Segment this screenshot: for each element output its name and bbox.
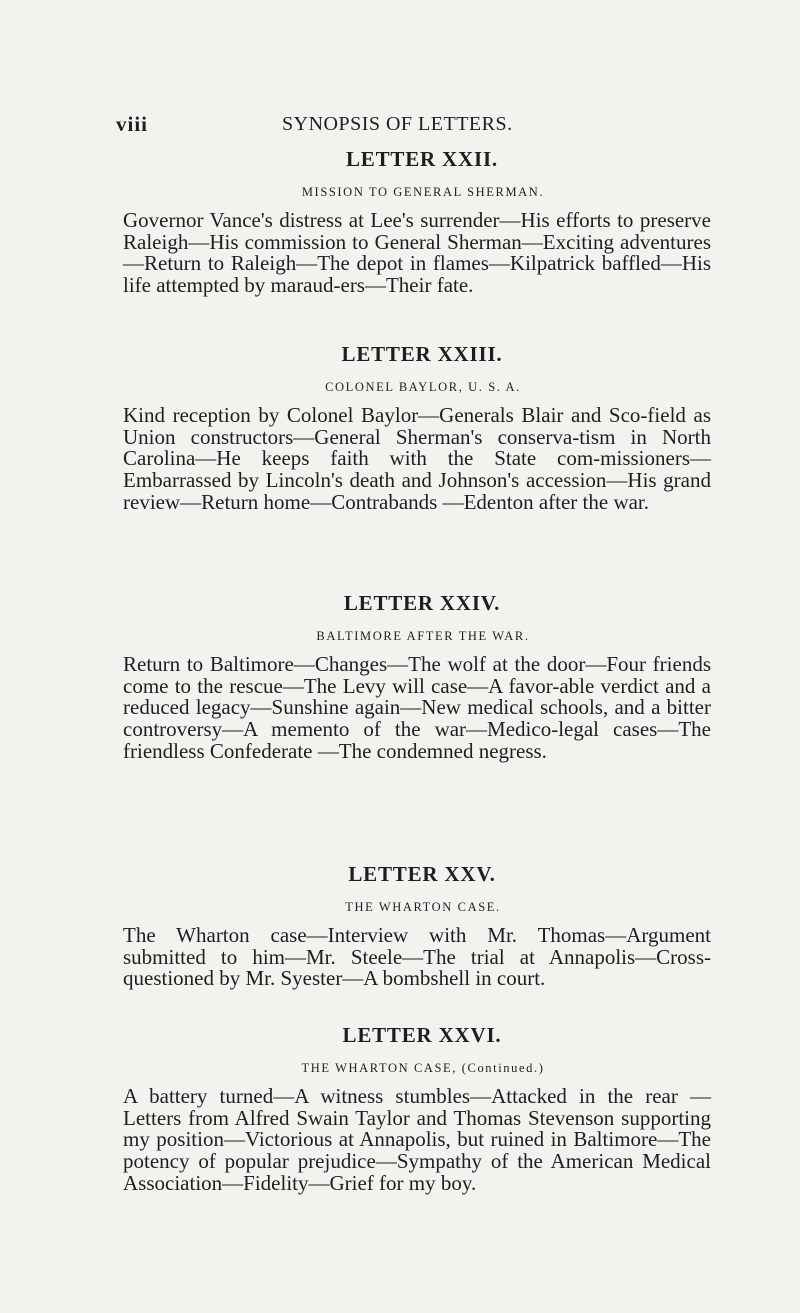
letter-title: LETTER XXV. [348,862,496,886]
letter-section [123,1022,711,1195]
letter-section [123,861,711,990]
letter-subtitle: COLONEL BAYLOR, U. S. A. [325,380,521,394]
letter-title: LETTER XXVI. [342,1023,502,1047]
letter-subtitle: BALTIMORE AFTER THE WAR. [316,629,530,643]
letter-title: LETTER XXIV. [343,591,501,615]
letter-synopsis: Return to Baltimore—Changes—The wolf at the door—Four friends come to the rescue—The Levy will case—A favor-able verdict and a reduced legacy—Sunshine again—New medical schools, and a bitter controversy—A memento of the war—Medico-legal cases—The friendless Confederate —The condemned negress. [123,652,711,763]
letter-section [123,146,711,297]
letter-subtitle: THE WHARTON CASE, (Continued.) [301,1061,545,1075]
running-head [116,112,716,142]
letter-section [123,341,711,514]
letter-title: LETTER XXIII. [341,342,503,366]
page-number: viii [116,112,149,136]
letter-synopsis: The Wharton case—Interview with Mr. Thomas—Argument submitted to him—Mr. Steele—The trial at Annapolis—Cross-questioned by Mr. Syester—A bombshell in court. [123,923,711,991]
letter-synopsis: Governor Vance's distress at Lee's surrender—His efforts to preserve Raleigh—His commission to General Sherman—Exciting adventures—Return to Raleigh—The depot in flames—Kilpatrick baffled—His life attempted by maraud-ers—Their fate. [123,208,711,298]
letter-title: LETTER XXII. [346,147,498,171]
running-title: SYNOPSIS OF LETTERS. [282,113,513,135]
letter-synopsis: A battery turned—A witness stumbles—Attacked in the rear —Letters from Alfred Swain Taylor and Thomas Stevenson supporting my position—Victorious at Annapolis, but ruined in Baltimore—The potency of popular prejudice—Sympathy of the American Medical Association—Fidelity—Grief for my boy. [123,1084,711,1195]
letter-subtitle: THE WHARTON CASE. [345,900,501,914]
letter-subtitle: MISSION TO GENERAL SHERMAN. [301,185,545,199]
letter-synopsis: Kind reception by Colonel Baylor—Generals Blair and Sco-field as Union constructors—General Sherman's conserva-tism in North Carolina—He keeps faith with the State com-missioners—Embarrassed by Lincoln's death and Johnson's accession—His grand review—Return home—Contrabands —Edenton after the war. [123,403,711,514]
letter-section [123,590,711,763]
